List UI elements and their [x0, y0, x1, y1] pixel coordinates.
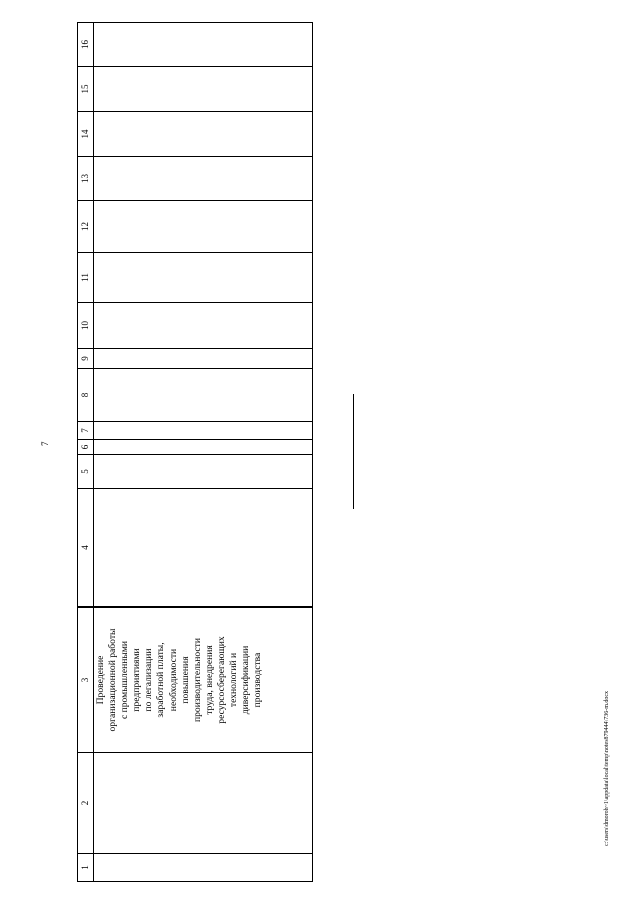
table-column-4 — [78, 489, 312, 607]
table-cell-8 — [94, 369, 96, 421]
table-column-5 — [78, 455, 312, 489]
table-cell-12 — [94, 201, 96, 252]
column-header-12: 12 — [78, 201, 94, 252]
column-header-13: 13 — [78, 157, 94, 200]
table-cell-4 — [94, 489, 96, 606]
table-column-10 — [78, 303, 312, 349]
cell-text-line: организационной работы — [107, 628, 119, 732]
cell-text-line: производительности — [191, 637, 203, 723]
table-column-6 — [78, 440, 312, 455]
table-column-12 — [78, 201, 312, 253]
cell-text-line: труда, внедрения — [203, 645, 215, 715]
cell-text-line: по легализации — [143, 648, 155, 712]
table-column-14 — [78, 112, 312, 157]
cell-text-line: заработной платы, — [155, 642, 167, 718]
table-cell-6 — [94, 440, 96, 454]
table-cell-1 — [94, 854, 96, 881]
separator-line — [353, 394, 354, 509]
table-column-3 — [78, 607, 312, 753]
cell-text-line: Проведение — [95, 655, 106, 705]
table-cell-2 — [94, 753, 96, 853]
column-header-6: 6 — [78, 440, 94, 454]
column-header-11: 11 — [78, 253, 94, 302]
cell-text-line: технологий и — [228, 652, 240, 708]
table-cell-7 — [94, 422, 96, 439]
cell-text-line: ресурсосберегающих — [215, 636, 227, 724]
column-header-2: 2 — [78, 753, 94, 853]
column-header-1: 1 — [78, 854, 94, 881]
table-cell-11 — [94, 253, 96, 302]
column-header-8: 8 — [78, 369, 94, 421]
table-column-7 — [78, 422, 312, 440]
table-column-1 — [78, 854, 312, 881]
table-cell-5 — [94, 455, 96, 488]
column-header-3: 3 — [78, 608, 94, 752]
cell-text-line: повышения — [179, 656, 191, 704]
table-column-11 — [78, 253, 312, 303]
cell-text-line: необходимости — [167, 648, 179, 712]
column-header-9: 9 — [78, 349, 94, 368]
table-cell-14 — [94, 112, 96, 156]
column-header-16: 16 — [78, 23, 94, 66]
column-header-14: 14 — [78, 112, 94, 156]
table-cell-9 — [94, 349, 96, 368]
table-cell-16 — [94, 23, 96, 66]
column-header-5: 5 — [78, 455, 94, 488]
table-column-13 — [78, 157, 312, 201]
cell-text-line: диверсификации — [240, 645, 252, 715]
table-column-9 — [78, 349, 312, 369]
cell-text-line: предприятиями — [131, 648, 143, 712]
table-column-16 — [78, 23, 312, 67]
page-number: 7 — [40, 441, 50, 446]
column-header-7: 7 — [78, 422, 94, 439]
landscape-table — [77, 22, 313, 882]
table-column-15 — [78, 67, 312, 112]
table-cell-15 — [94, 67, 96, 111]
column-header-4: 4 — [78, 489, 94, 606]
table-cell-3 — [94, 608, 265, 752]
table-column-2 — [78, 753, 312, 854]
cell-text-line: производства — [252, 652, 264, 708]
cell-text-line: с промышленными — [119, 640, 131, 720]
file-path-footer: c:\users\dmoroh~1\appdata\local\temp\notes879444\736-m.docx — [604, 690, 610, 846]
table-column-8 — [78, 369, 312, 422]
table-cell-13 — [94, 157, 96, 200]
column-header-15: 15 — [78, 67, 94, 111]
table-cell-10 — [94, 303, 96, 348]
column-header-10: 10 — [78, 303, 94, 348]
